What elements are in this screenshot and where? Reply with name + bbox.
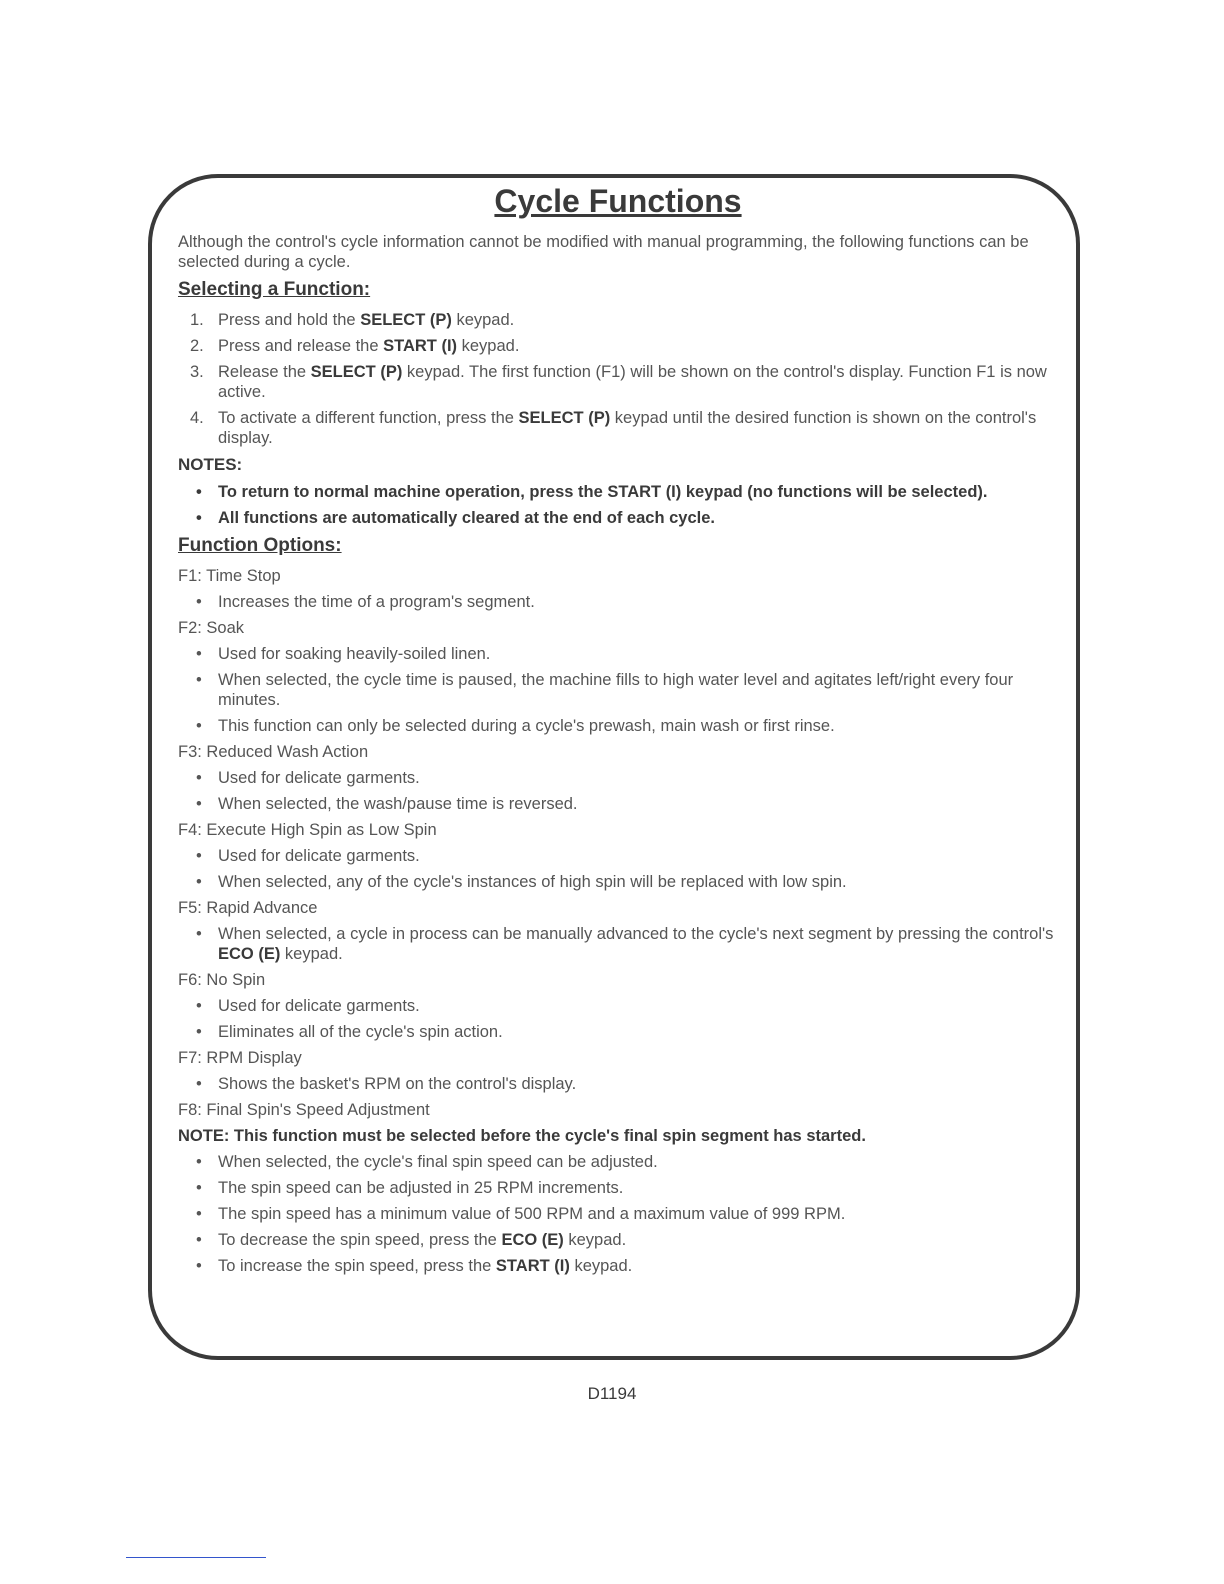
- step-number: 1.: [190, 311, 204, 329]
- function-label-f7: F7: RPM Display: [178, 1049, 302, 1067]
- function-label-f6: F6: No Spin: [178, 971, 266, 989]
- function-options-heading: Function Options:: [178, 535, 342, 556]
- step-text: keypad.: [451, 311, 515, 329]
- step-text: Press and hold the: [218, 311, 361, 329]
- keypad-name: START (I): [495, 1257, 570, 1275]
- bullet-item: • Used for delicate garments.: [178, 846, 1058, 866]
- bullet-item: • Used for delicate garments.: [178, 768, 1058, 788]
- bullet-item: • When selected, the wash/pause time is reversed.: [178, 794, 1058, 814]
- bullet-item: [178, 1230, 1058, 1250]
- function-label-f8: F8: Final Spin's Speed Adjustment: [178, 1101, 430, 1119]
- function-f8-list: [178, 1152, 1058, 1276]
- bullet-text: To decrease the spin speed, press the: [218, 1231, 502, 1249]
- function-f7-list: [178, 1074, 1058, 1094]
- bullet-item: • Used for soaking heavily-soiled linen.: [178, 644, 1058, 664]
- keypad-name: SELECT (P): [360, 311, 452, 329]
- step-item: [178, 408, 1058, 448]
- keypad-name: START (I): [383, 337, 458, 355]
- bullet-text: To increase the spin speed, press the: [218, 1257, 496, 1275]
- keypad-name: SELECT (P): [518, 409, 611, 427]
- bullet-item: [178, 1256, 1058, 1276]
- bullet-text: keypad.: [280, 945, 343, 963]
- bullet-item: [178, 924, 1058, 964]
- footnote-rule: [126, 1557, 266, 1558]
- function-f6-list: [178, 996, 1058, 1042]
- step-number: 4.: [190, 409, 204, 427]
- function-f4-list: [178, 846, 1058, 892]
- function-label-f4: F4: Execute High Spin as Low Spin: [178, 821, 437, 839]
- bullet-text: keypad.: [569, 1257, 633, 1275]
- step-text: keypad until the desired function is shown on the control's display.: [218, 409, 1037, 447]
- step-text: To activate a different function, press the: [218, 409, 519, 427]
- step-item: [178, 336, 1058, 356]
- keypad-name: SELECT (P): [310, 363, 403, 381]
- page-title: Cycle Functions: [494, 183, 742, 219]
- bullet-item: • When selected, the cycle's final spin speed can be adjusted.: [178, 1152, 1058, 1172]
- bullet-item: • Increases the time of a program's segment.: [178, 592, 1058, 612]
- function-label-f3: F3: Reduced Wash Action: [178, 743, 369, 761]
- selecting-function-heading: Selecting a Function:: [178, 279, 371, 300]
- bullet-text: When selected, a cycle in process can be manually advanced to the cycle's next segment by pressing the control's: [218, 925, 1054, 943]
- bullet-item: • When selected, any of the cycle's instances of high spin will be replaced with low spin.: [178, 872, 1058, 892]
- notes-heading: NOTES:: [178, 455, 243, 474]
- bullet-item: • Used for delicate garments.: [178, 996, 1058, 1016]
- function-f1-list: [178, 592, 1058, 612]
- keypad-name: ECO (E): [218, 945, 281, 963]
- bullet-text: keypad.: [563, 1231, 627, 1249]
- function-f3-list: [178, 768, 1058, 814]
- f8-note: NOTE: This function must be selected before the cycle's final spin segment has started.: [178, 1127, 866, 1145]
- step-number: 3.: [190, 363, 204, 381]
- step-text: Release the: [218, 363, 311, 381]
- note-item: • All functions are automatically cleared at the end of each cycle.: [178, 508, 1058, 528]
- bullet-item: • This function can only be selected during a cycle's prewash, main wash or first rinse.: [178, 716, 1058, 736]
- function-label-f2: F2: Soak: [178, 619, 245, 637]
- step-item: [178, 362, 1058, 402]
- step-text: Press and release the: [218, 337, 384, 355]
- function-label-f1: F1: Time Stop: [178, 567, 281, 585]
- bullet-item: • Shows the basket's RPM on the control's display.: [178, 1074, 1058, 1094]
- bullet-item: • The spin speed can be adjusted in 25 RPM increments.: [178, 1178, 1058, 1198]
- document-body: [178, 182, 1058, 1282]
- selecting-steps-list: [178, 310, 1058, 448]
- step-text: keypad.: [457, 337, 520, 355]
- step-text: keypad. The first function (F1) will be shown on the control's display. Function F1 is now active.: [218, 363, 1047, 401]
- document-id: D1194: [587, 1384, 637, 1403]
- function-label-f5: F5: Rapid Advance: [178, 899, 318, 917]
- keypad-name: ECO (E): [501, 1231, 564, 1249]
- bullet-item: • The spin speed has a minimum value of 500 RPM and a maximum value of 999 RPM.: [178, 1204, 1058, 1224]
- intro-paragraph: Although the control's cycle information cannot be modified with manual programming, the following functions can be selected during a cycle.: [178, 233, 1029, 271]
- function-f5-list: [178, 924, 1058, 964]
- bullet-item: • When selected, the cycle time is paused, the machine fills to high water level and agitates left/right every four minutes.: [178, 670, 1058, 710]
- notes-list: [178, 482, 1058, 528]
- bullet-item: • Eliminates all of the cycle's spin action.: [178, 1022, 1058, 1042]
- step-item: [178, 310, 1058, 330]
- function-f2-list: [178, 644, 1058, 736]
- step-number: 2.: [190, 337, 204, 355]
- note-item: • To return to normal machine operation, press the START (I) keypad (no functions will be selected).: [178, 482, 1058, 502]
